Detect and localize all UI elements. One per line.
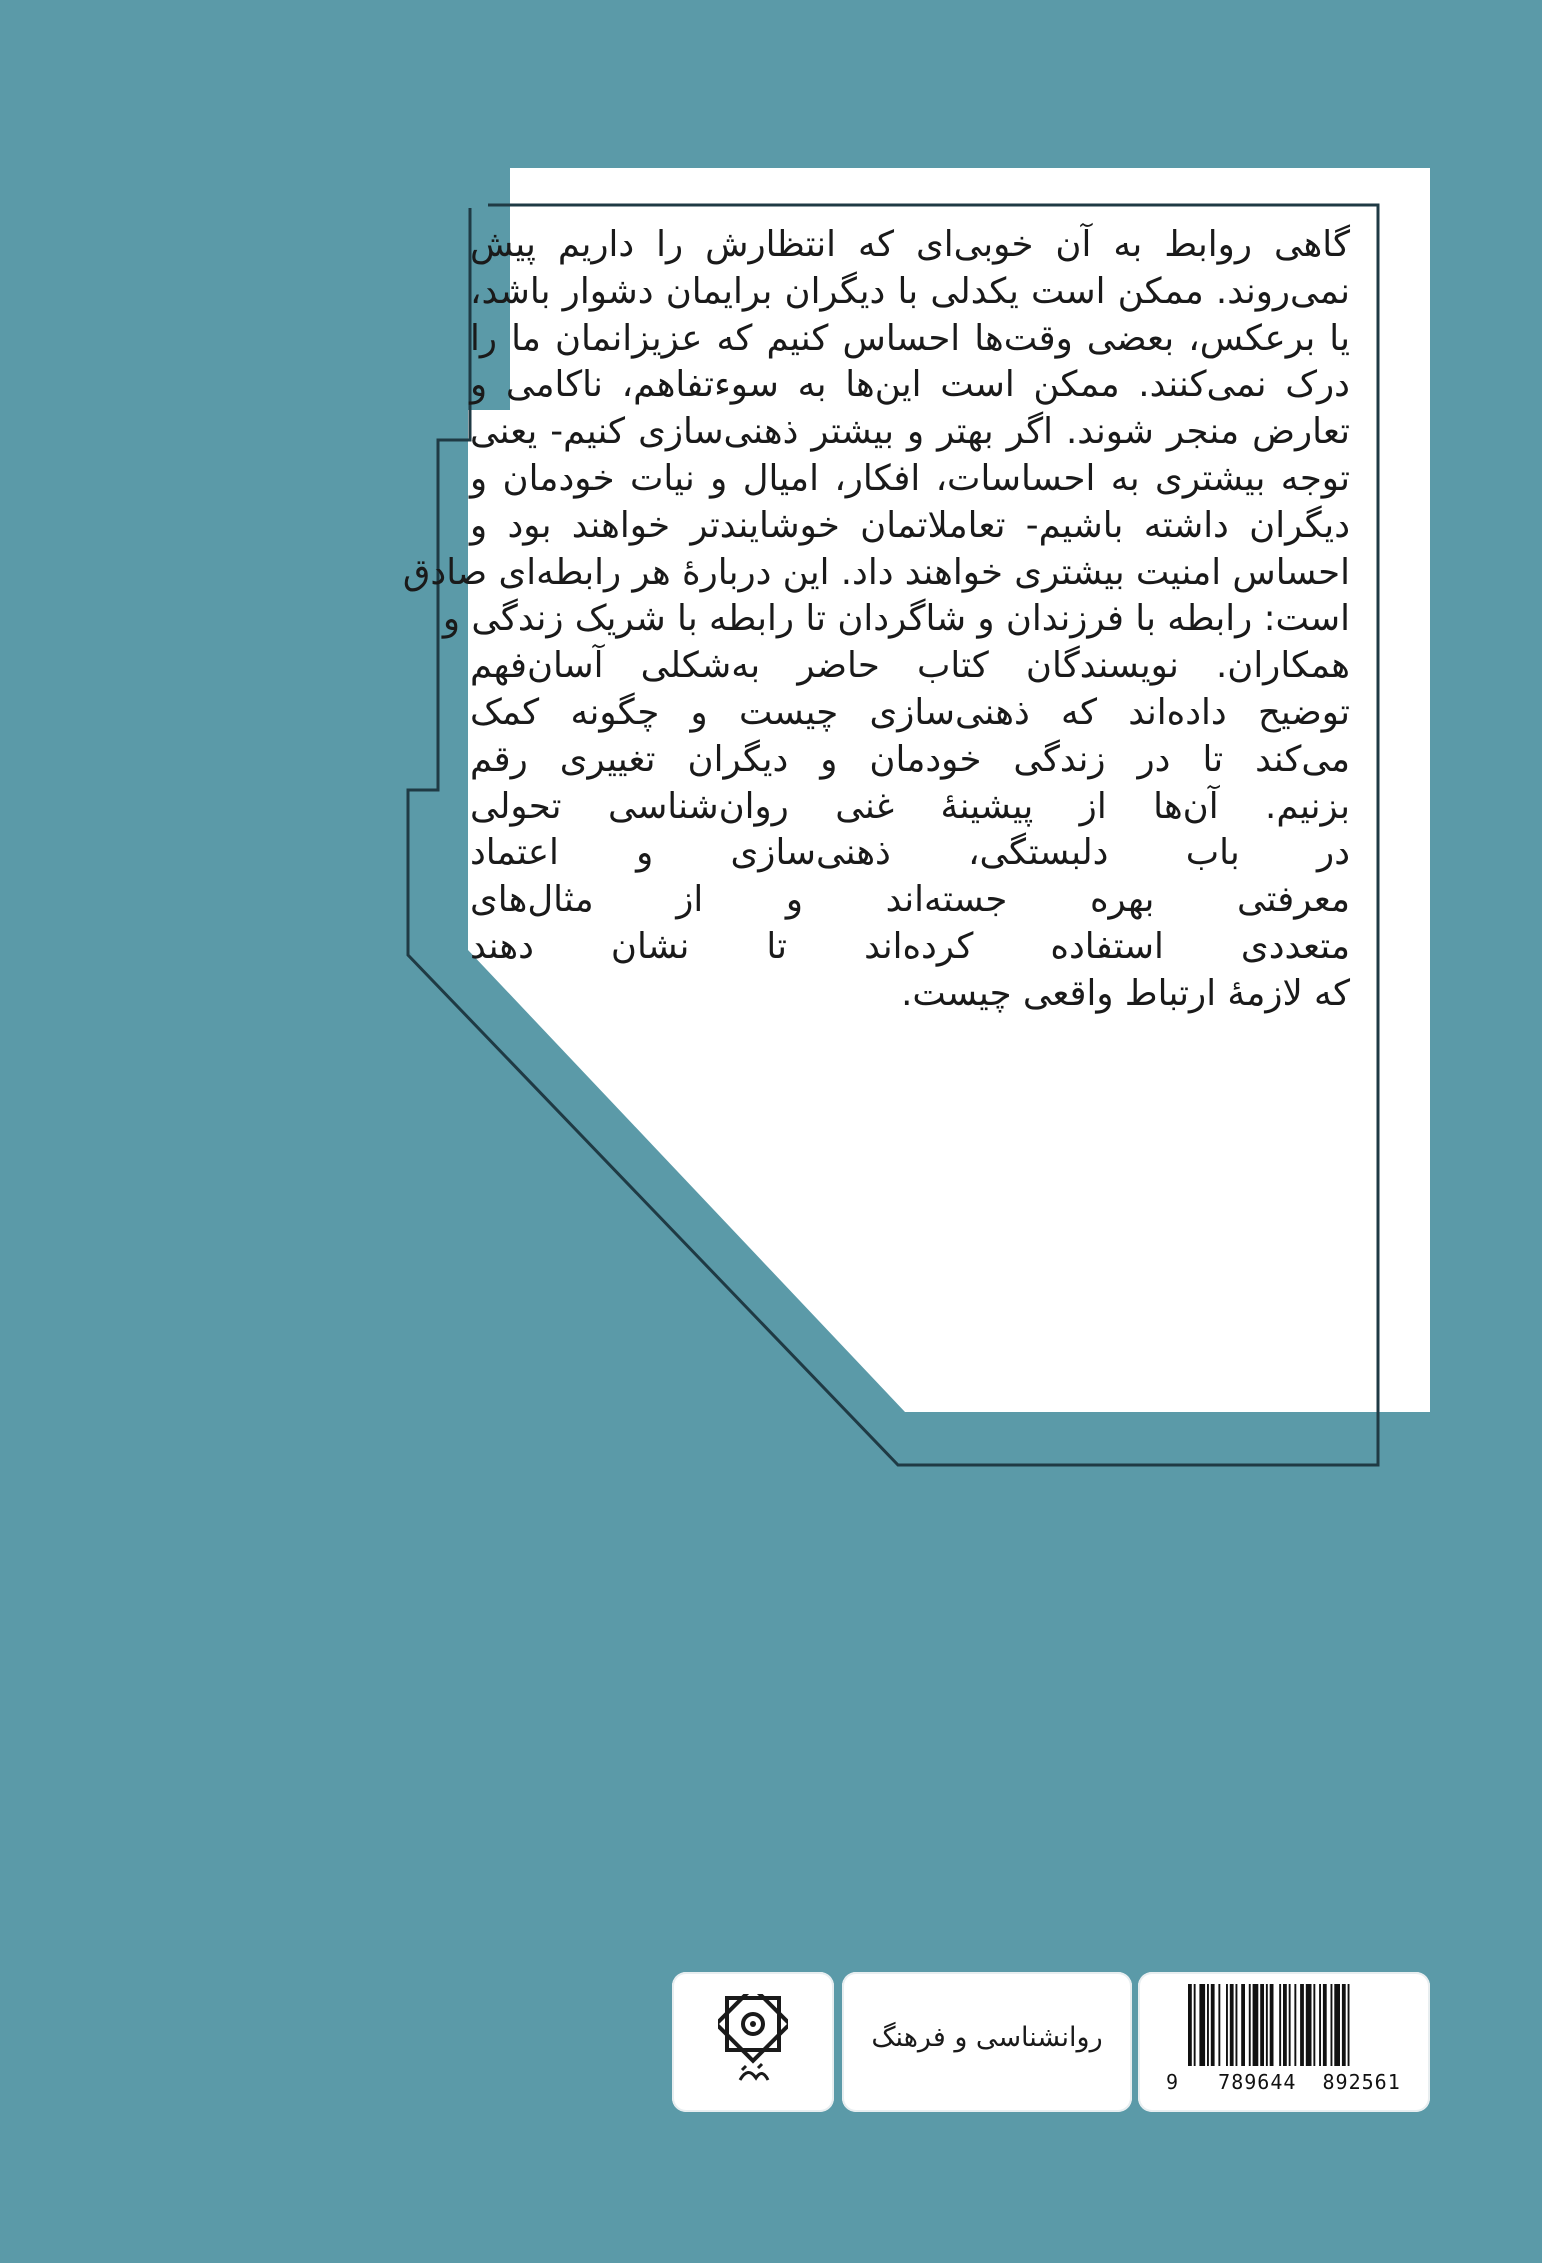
book-description [402, 222, 1350, 1018]
blurb-line: توضیح داده‌اند که ذهنی‌سازی چیست و چگونه کمک [470, 691, 1350, 733]
blurb-line: همکاران. نویسندگان کتاب حاضر به‌شکلی آسان‌فهم [470, 645, 1350, 687]
barcode-bar [1289, 1984, 1291, 2066]
blurb-line: احساس امنیت بیشتری خواهند داد. این دربارهٔ هر رابطه‌ای صادق [402, 551, 1350, 593]
blurb-line: که لازمهٔ ارتباط واقعی چیست. [901, 972, 1350, 1014]
barcode-bar [1241, 1984, 1245, 2066]
blurb-line: توجه بیشتری به احساسات، افکار، امیال و نیات خودمان و [470, 457, 1350, 499]
barcode-bar [1334, 1984, 1340, 2066]
barcode-bar [1313, 1984, 1315, 2066]
blurb-line: معرفتی بهره جسته‌اند و از مثال‌های [470, 879, 1350, 921]
barcode-bar [1218, 1984, 1220, 2066]
barcode-bar [1236, 1984, 1238, 2066]
barcode-bar [1188, 1984, 1192, 2066]
isbn-group-2: 892561 [1322, 2070, 1401, 2094]
barcode-bar [1266, 1984, 1268, 2066]
barcode-bar [1319, 1984, 1321, 2066]
blurb-line: بزنیم. آن‌ها از پیشینهٔ غنی روان‌شناسی تحولی [470, 785, 1350, 827]
blurb-line: است: رابطه با فرزندان و شاگردان تا رابطه با شریک زندگی و [442, 598, 1350, 640]
series-card [842, 1972, 1132, 2112]
barcode-bar [1253, 1984, 1259, 2066]
isbn-barcode [1188, 1984, 1408, 2066]
barcode-bar [1348, 1984, 1350, 2066]
barcode-bar [1342, 1984, 1346, 2066]
blurb-line: متعددی استفاده کرده‌اند تا نشان دهند [470, 925, 1350, 967]
isbn-group-1: 789644 [1218, 2070, 1297, 2094]
barcode-bar [1260, 1984, 1264, 2066]
barcode-bar [1323, 1984, 1327, 2066]
isbn-barcode-card [1138, 1972, 1430, 2112]
blurb-line: یا برعکس، بعضی وقت‌ها احساس کنیم که عزیزانمان ما را [470, 317, 1350, 359]
blurb-line: در باب دلبستگی، ذهنی‌سازی و اعتماد [470, 832, 1350, 874]
barcode-bar [1283, 1984, 1287, 2066]
isbn-number [1166, 2070, 1416, 2094]
series-name: روانشناسی و فرهنگ [871, 2022, 1103, 2053]
barcode-bar [1226, 1984, 1228, 2066]
barcode-bar [1230, 1984, 1234, 2066]
barcode-bar [1207, 1984, 1209, 2066]
barcode-bar [1249, 1984, 1251, 2066]
barcode-bar [1270, 1984, 1274, 2066]
blurb-line: نمی‌روند. ممکن است یکدلی با دیگران برایمان دشوار باشد، [470, 270, 1350, 312]
barcode-bar [1331, 1984, 1333, 2066]
publisher-logo-card [672, 1972, 834, 2112]
blurb-line: تعارض منجر شوند. اگر بهتر و بیشتر ذهنی‌سازی کنیم- یعنی [470, 411, 1350, 453]
barcode-bar [1294, 1984, 1296, 2066]
blurb-line: درک نمی‌کنند. ممکن است این‌ها به سوء‌تفاهم، ناکامی و [470, 364, 1350, 406]
barcode-bar [1279, 1984, 1281, 2066]
blurb-line: دیگران داشته باشیم- تعاملاتمان خوشایندتر خواهند بود و [470, 504, 1350, 546]
barcode-bar [1306, 1984, 1312, 2066]
barcode-bar [1300, 1984, 1304, 2066]
blurb-line: گاهی روابط به آن خوبی‌ای که انتظارش را داریم پیش [470, 224, 1350, 265]
barcode-bar [1211, 1984, 1215, 2066]
publisher-emblem-icon [718, 1994, 788, 2090]
barcode-bar [1199, 1984, 1205, 2066]
barcode-bar [1194, 1984, 1196, 2066]
isbn-first-digit: 9 [1166, 2070, 1180, 2094]
blurb-line: می‌کند تا در زندگی خودمان و دیگران تغییری رقم [470, 738, 1350, 780]
